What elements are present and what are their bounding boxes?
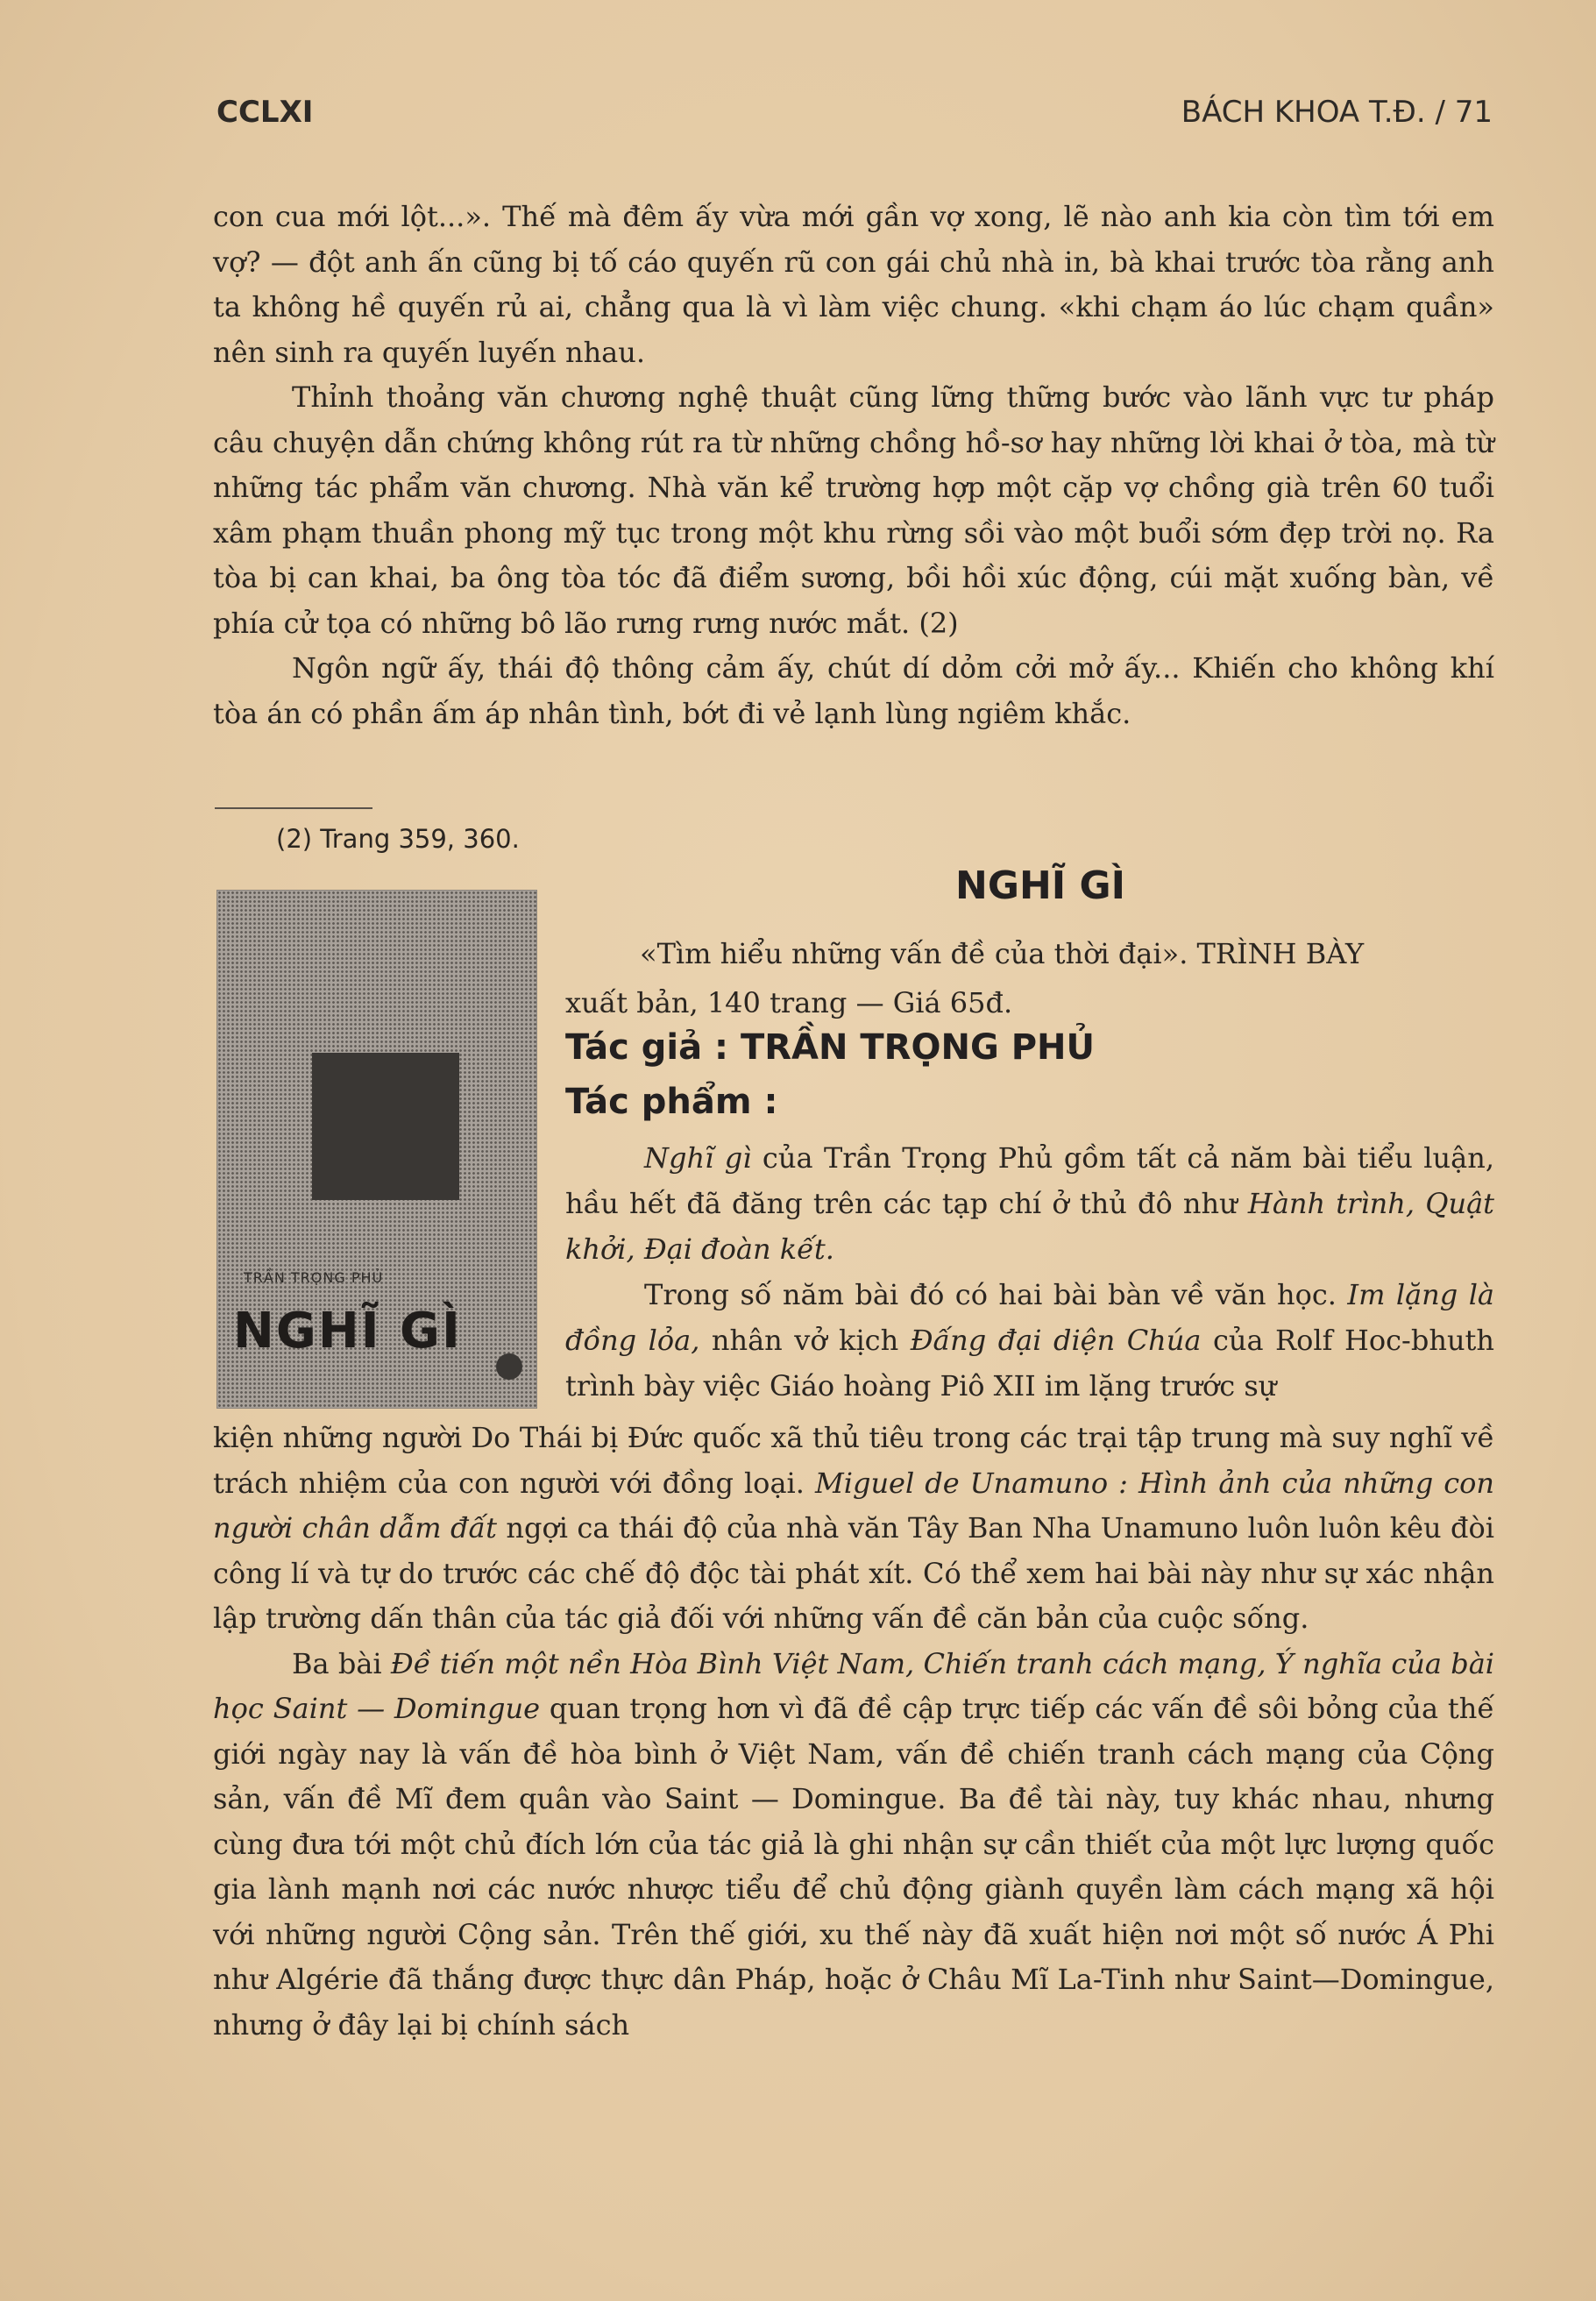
review-paragraph-2-continued [213, 1416, 1494, 1642]
paragraph-continued: con cua mới lột...». Thế mà đêm ấy vừa mới gần vợ xong, lẽ nào anh kia còn tìm tới em vợ? — đột anh ấn cũng bị tố cáo quyến rũ con gái chủ nhà in, bà khai trước tòa rằng anh ta không hề quyến rủ ai, chẳng qua là vì làm việc chung. «khi chạm áo lúc chạm quần» nên sinh ra quyến luyến nhau. [213, 200, 1494, 369]
book-series-line: «Tìm hiểu những vấn đề của thời đại». TRÌNH BÀY [640, 937, 1365, 970]
footnote-divider [215, 807, 372, 809]
publisher-emblem-icon [496, 1353, 522, 1380]
review-text: Ba bài [292, 1646, 391, 1680]
paragraph-literature: Thỉnh thoảng văn chương nghệ thuật cũng lững thững bước vào lãnh vực tư pháp câu chuyện dẫn chứng không rút ra từ những chồng hồ-sơ hay những lời khai ở tòa, mà từ những tác phẩm văn chương. Nhà văn kể trường hợp một cặp vợ chồng già trên 60 tuổi xâm phạm thuần phong mỹ tục trong một khu rừng sồi vào một buổi sớm đẹp trời nọ. Ra tòa bị can khai, ba ông tòa tóc đã điểm sương, bồi hồi xúc động, cúi mặt xuống bàn, về phía cử tọa có những bô lão rưng rưng nước mắt. (2) [213, 380, 1494, 640]
review-text: nhân vở kịch [699, 1324, 911, 1357]
footnote: (2) Trang 359, 360. [276, 824, 520, 854]
review-text: quan trọng hơn vì đã đề cập trực tiếp các vấn đề sôi bỏng của thế giới ngày nay là vấn đề hòa bình ở Việt Nam, vấn đề chiến tranh cách mạng của Cộng sản, vấn đề Mĩ đem quân vào Saint — Domingue. Ba đề tài này, tuy khác nhau, nhưng cùng đưa tới một chủ đích lớn của tác giả là ghi nhận sự cần thiết của một lực lượng quốc gia lành mạnh nơi các nước nhược tiểu để chủ động giành quyền làm cách mạng xã hội với những người Cộng sản. Trên thế giới, xu thế này đã xuất hiện nơi một số nước Á Phi như Algérie đã thắng được thực dân Pháp, hoặc ở Châu Mĩ La-Tinh như Saint—Domingue, nhưng ở đây lại bị chính sách [213, 1692, 1495, 2042]
review-text: kiện những người Do Thái bị Đức quốc xã thủ tiêu trong các trại tập trung mà suy nghĩ về trách nhiệm của con người với đồng loại. [213, 1421, 1494, 1500]
author-name: TRẦN TRỌNG PHỦ [740, 1027, 1095, 1068]
play-title-italic: Đấng đại diện Chúa [910, 1324, 1202, 1357]
review-paragraph-3 [213, 1642, 1494, 2049]
page-number-roman: CCLXI [216, 95, 314, 130]
review-book-title: NGHĨ GÌ [955, 863, 1125, 908]
review-paragraph-1 [565, 1135, 1494, 1272]
cover-title: NGHĨ GÌ [233, 1303, 462, 1360]
review-text: của Rolf Hoc-bhuth trình bày việc Giáo hoàng Piô XII im lặng trước sự [565, 1324, 1495, 1403]
book-publication-info [565, 929, 1494, 1027]
essay-title-italic: Miguel de Unamuno : Hình ảnh của những con người chân dẫm đất [213, 1466, 1495, 1545]
works-label: Tác phẩm : [565, 1082, 778, 1122]
review-text: của Trần Trọng Phủ gồm tất cả năm bài tiểu luận, hầu hết đã đăng trên các tạp chí ở thủ đô như [565, 1141, 1495, 1220]
essay-title-italic: Im lặng là đồng lỏa, [565, 1278, 1495, 1357]
review-paragraph-2 [565, 1272, 1494, 1409]
book-price-line: xuất bản, 140 trang — Giá 65đ. [565, 986, 1013, 1019]
book-cover-image [216, 890, 537, 1409]
essay-titles-italic: Đề tiến một nền Hòa Bình Việt Nam, Chiến tranh cách mạng, Ý nghĩa của bài học Saint — Domingue [213, 1646, 1495, 1725]
review-text: ngợi ca thái độ của nhà văn Tây Ban Nha Unamuno luôn luôn kêu đòi công lí và tự do trước các chế độ độc tài phát xít. Có thể xem hai bài này như sự xác nhận lập trường dấn thân của tác giả đối với những vấn đề căn bản của cuộc sống. [213, 1511, 1495, 1635]
magazine-title-page-number: BÁCH KHOA T.Đ. / 71 [1181, 95, 1493, 130]
cover-dark-square [312, 1053, 459, 1200]
review-journals-italic: Hành trình, Quật khởi, Đại đoàn kết. [565, 1187, 1494, 1266]
cover-author: TRẦN TRỌNG PHỦ [244, 1269, 384, 1286]
author-row [565, 1027, 1095, 1068]
article-section-bottom [213, 1416, 1494, 2048]
review-text: Trong số năm bài đó có hai bài bàn về văn học. [644, 1278, 1348, 1311]
review-beside-cover [565, 1135, 1494, 1409]
page-header [216, 95, 1493, 138]
paragraph-language: Ngôn ngữ ấy, thái độ thông cảm ấy, chút dí dỏm cởi mở ấy... Khiến cho không khí tòa án có phần ấm áp nhân tình, bớt đi vẻ lạnh lùng ngiêm khắc. [213, 651, 1494, 730]
author-label: Tác giả : [565, 1027, 729, 1068]
review-book-italic: Nghĩ gì [644, 1141, 752, 1175]
article-section-top [213, 195, 1494, 736]
